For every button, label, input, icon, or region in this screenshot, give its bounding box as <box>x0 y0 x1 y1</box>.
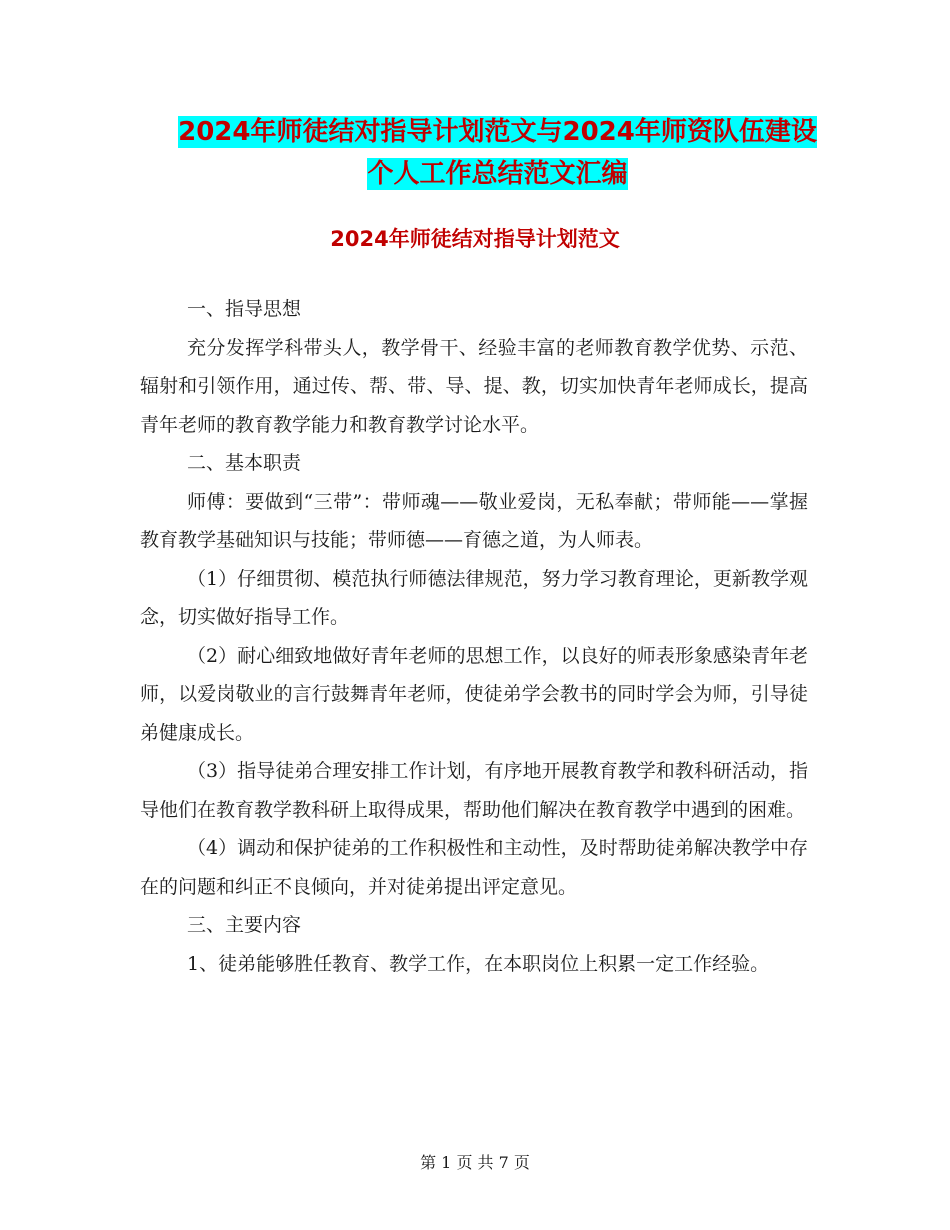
document-title-line-1 <box>140 113 855 151</box>
paragraph-duty-4: （4）调动和保护徒弟的工作积极性和主动性，及时帮助徒弟解决教学中存在的问题和纠正不良倾向，并对徒弟提出评定意见。 <box>140 837 808 898</box>
paragraph-duty-2: （2）耐心细致地做好青年老师的思想工作，以良好的师表形象感染青年老师，以爱岗敬业的言行鼓舞青年老师，使徒弟学会教书的同时学会为师，引导徒弟健康成长。 <box>140 644 808 744</box>
heading-main-content: 三、主要内容 <box>187 914 302 936</box>
document-title-text-2: 个人工作总结范文汇编 <box>367 159 628 189</box>
document-title-line-2 <box>140 155 855 193</box>
document-title-text-1: 2024年师徒结对指导计划范文与2024年师资队伍建设 <box>178 117 817 147</box>
page-number-footer: 第 1 页 共 7 页 <box>420 1153 530 1172</box>
paragraph-content-1: 1、徒弟能够胜任教育、教学工作，在本职岗位上积累一定工作经验。 <box>187 952 770 975</box>
paragraph-duty-1: （1）仔细贯彻、模范执行师德法律规范，努力学习教育理论，更新教学观念，切实做好指导工作。 <box>140 567 808 628</box>
heading-guiding-ideology: 一、指导思想 <box>187 298 302 320</box>
paragraph-master-three-bring: 师傅：要做到“三带”：带师魂——敬业爱岗，无私奉献；带师能——掌握教育教学基础知识与技能；带师德——育德之道，为人师表。 <box>140 490 808 551</box>
document-body <box>140 290 808 983</box>
section-title: 2024年师徒结对指导计划范文 <box>330 227 620 251</box>
paragraph-duty-3: （3）指导徒弟合理安排工作计划，有序地开展教育教学和教科研活动，指导他们在教育教学教科研上取得成果，帮助他们解决在教育教学中遇到的困难。 <box>140 760 808 821</box>
heading-basic-duties: 二、基本职责 <box>187 452 302 474</box>
paragraph-guiding-ideology: 充分发挥学科带头人，教学骨干、经验丰富的老师教育教学优势、示范、辐射和引领作用，通过传、帮、带、导、提、教，切实加快青年老师成长，提高青年老师的教育教学能力和教育教学讨论水平。 <box>140 336 808 436</box>
